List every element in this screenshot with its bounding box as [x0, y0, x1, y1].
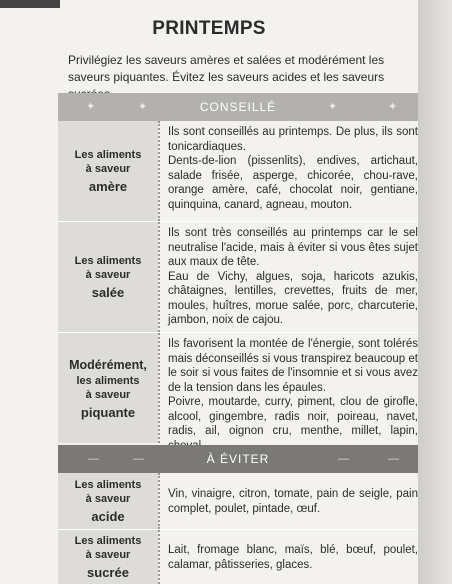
row-label	[58, 222, 158, 332]
diamond-ornament-icon: ✦	[388, 101, 399, 113]
row-label	[58, 530, 158, 584]
dash-ornament-icon: —	[388, 453, 400, 465]
label-mid: à saveur	[85, 268, 131, 281]
dotted-divider	[158, 121, 160, 221]
label-main: sucrée	[87, 564, 129, 580]
row-label	[58, 333, 158, 443]
diamond-ornament-icon: ✦	[86, 101, 97, 113]
table-row	[58, 222, 418, 332]
page-tab-decoration	[0, 0, 60, 8]
dotted-divider	[158, 473, 160, 529]
section-header-eviter	[58, 445, 418, 473]
section-header-conseille	[58, 93, 418, 121]
row-content	[168, 337, 418, 453]
label-mid: à saveur	[85, 162, 131, 175]
facing-page-edge	[418, 0, 452, 584]
row-content	[168, 125, 418, 212]
row-foods: Vin, vinaigre, citron, tomate, pain de seigle, pain complet, poulet, pintade, œuf.	[168, 488, 418, 515]
row-description: Ils sont conseillés au printemps. De plus, ils sont tonicardiaques.	[168, 126, 418, 153]
dotted-divider	[158, 333, 160, 443]
dotted-divider	[158, 222, 160, 332]
label-prefix: Modérément,	[69, 358, 147, 372]
table-row	[58, 530, 418, 584]
row-content	[168, 487, 418, 516]
label-main: amère	[88, 178, 128, 194]
page-title: PRINTEMPS	[152, 18, 266, 39]
label-mid: les aliments	[76, 375, 140, 387]
section-title: À ÉVITER	[206, 452, 270, 466]
dash-ornament-icon: —	[338, 453, 350, 465]
label-prefix: Les aliments	[74, 148, 142, 161]
label-prefix: Les aliments	[74, 534, 142, 547]
label-main: piquante	[80, 405, 136, 420]
diamond-ornament-icon: ✦	[328, 101, 339, 113]
label-mid: à saveur	[85, 548, 131, 561]
row-description: Ils sont très conseillés au printemps car le sel neutralise l'acide, mais à éviter si vous êtes sujet aux maux de tête.	[168, 227, 418, 268]
row-content	[168, 543, 418, 572]
row-label	[58, 121, 158, 221]
label-mid: à saveur	[85, 389, 131, 401]
table-row	[58, 333, 418, 443]
label-prefix: Les aliments	[74, 478, 142, 491]
intro-text: Privilégiez les saveurs amères et salées et modérément les saveurs piquantes. Évitez les saveurs acides et les saveurs	[68, 53, 385, 84]
label-main: salée	[91, 284, 125, 300]
section-title: CONSEILLÉ	[199, 100, 277, 114]
row-label	[58, 473, 158, 529]
dotted-divider	[158, 530, 160, 584]
diamond-ornament-icon: ✦	[138, 101, 149, 113]
dash-ornament-icon: —	[133, 453, 145, 465]
table-row	[58, 121, 418, 221]
label-main: acide	[91, 508, 125, 524]
row-foods: Poivre, moutarde, curry, piment, clou de girofle, alcool, gingembre, radis noir, poireau, navet, radis, ail, oignon cru, menthe, millet, lapin,	[168, 396, 418, 437]
row-foods: Lait, fromage blanc, maïs, blé, bœuf, poulet, calamar, pâtisseries, glaces.	[168, 544, 418, 571]
row-foods: Eau de Vichy, algues, soja, haricots azukis, châtaignes, lentilles, crevettes, fruits de mer, moules, huîtres, morue salée, porc, charcuterie, jambon, noix de cajou.	[168, 270, 418, 326]
table-row	[58, 473, 418, 529]
row-description: Ils favorisent la montée de l'énergie, sont tolérés mais déconseillés si vous transpirez beaucoup et le soir si vous faites de l'insomnie et si vous avez de la tension dans les épaules.	[168, 338, 418, 394]
row-content	[168, 226, 418, 328]
label-mid: à saveur	[85, 492, 131, 505]
row-foods: Dents-de-lion (pissenlits), endives, artichaut, salade frisée, asperge, chicorée, chou-rave, orange amère, café, chocolat noir, gentiane, quinquina, canard, agneau, mouton.	[168, 155, 418, 211]
label-prefix: Les aliments	[74, 254, 142, 267]
dash-ornament-icon: —	[88, 453, 100, 465]
